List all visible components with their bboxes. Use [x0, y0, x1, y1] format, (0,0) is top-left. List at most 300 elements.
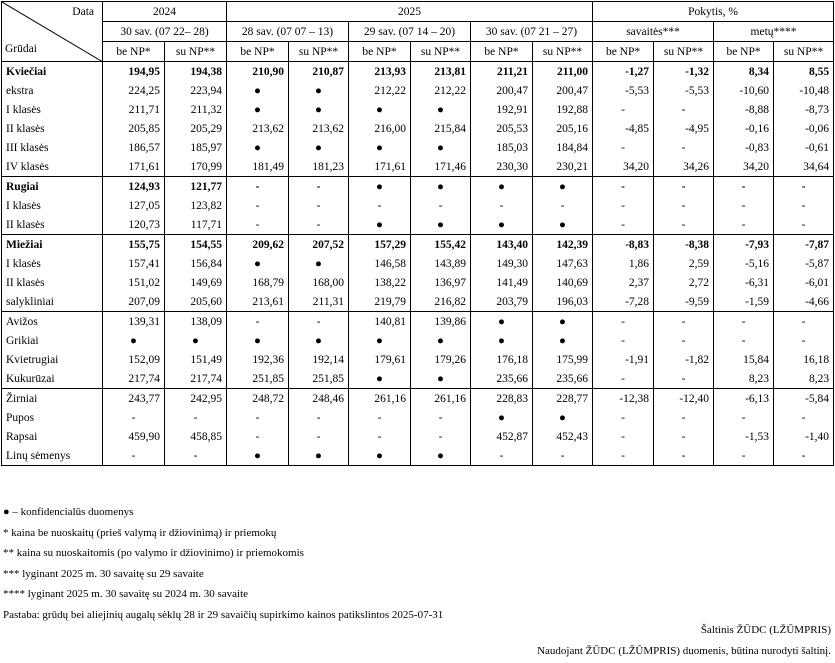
table-cell: ●	[289, 81, 349, 100]
table-cell: 8,55	[774, 62, 834, 82]
table-cell: 142,39	[533, 235, 593, 255]
table-cell: 157,29	[349, 235, 411, 255]
table-cell: 261,16	[349, 389, 411, 409]
header-corner	[2, 2, 103, 62]
row-label: Miežiai	[2, 235, 103, 255]
table-cell: 235,66	[471, 369, 533, 389]
row-label: Kukurūzai	[2, 369, 103, 389]
table-cell: -	[654, 312, 714, 332]
table-cell: -	[593, 408, 654, 427]
row-label: II klasės	[2, 215, 103, 235]
table-cell: -	[593, 177, 654, 197]
table-cell: -1,59	[714, 292, 774, 312]
price-column-header: su NP**	[533, 42, 593, 62]
table-cell: 235,66	[533, 369, 593, 389]
table-cell: 181,23	[289, 157, 349, 177]
table-cell: 213,62	[289, 119, 349, 138]
table-cell: 168,00	[289, 273, 349, 292]
table-cell: -	[593, 138, 654, 157]
table-cell: 203,79	[471, 292, 533, 312]
table-cell: 156,84	[165, 254, 227, 273]
table-cell: 171,61	[103, 157, 165, 177]
table-cell: 143,89	[411, 254, 471, 273]
table-cell: -	[714, 331, 774, 350]
table-cell: ●	[411, 100, 471, 119]
table-cell: -9,59	[654, 292, 714, 312]
table-cell: -	[227, 196, 289, 215]
table-cell: -1,40	[774, 427, 834, 446]
table-cell: 219,79	[349, 292, 411, 312]
table-row	[2, 138, 834, 157]
table-cell: ●	[227, 331, 289, 350]
table-cell: -	[349, 427, 411, 446]
table-cell: 175,99	[533, 350, 593, 369]
table-cell: 242,95	[165, 389, 227, 409]
table-row	[2, 235, 834, 255]
table-cell: -	[289, 427, 349, 446]
table-cell: -	[165, 408, 227, 427]
table-cell: 211,21	[471, 62, 533, 82]
table-cell: 154,55	[165, 235, 227, 255]
table-cell: -	[411, 427, 471, 446]
table-cell: -	[349, 408, 411, 427]
table-cell: -	[289, 177, 349, 197]
table-cell: 211,31	[289, 292, 349, 312]
table-cell: 127,05	[103, 196, 165, 215]
table-cell: 141,49	[471, 273, 533, 292]
table-cell: 171,61	[349, 157, 411, 177]
table-cell: -	[411, 196, 471, 215]
table-cell: -	[654, 369, 714, 389]
table-row	[2, 292, 834, 312]
table-cell: 157,41	[103, 254, 165, 273]
table-cell: -	[593, 331, 654, 350]
table-cell: ●	[411, 177, 471, 197]
table-cell: 170,99	[165, 157, 227, 177]
table-cell: ●	[533, 215, 593, 235]
table-cell: 205,53	[471, 119, 533, 138]
price-column-header: su NP**	[289, 42, 349, 62]
table-cell: 205,85	[103, 119, 165, 138]
row-label: Avižos	[2, 312, 103, 332]
price-column-header: be NP*	[471, 42, 533, 62]
table-cell: -	[227, 427, 289, 446]
footnotes	[3, 502, 443, 625]
table-cell: 151,49	[165, 350, 227, 369]
table-cell: -6,31	[714, 273, 774, 292]
table-cell: 230,30	[471, 157, 533, 177]
row-label: Rapsai	[2, 427, 103, 446]
table-cell: ●	[349, 100, 411, 119]
table-cell: 176,18	[471, 350, 533, 369]
table-cell: 213,93	[349, 62, 411, 82]
row-label: I klasės	[2, 100, 103, 119]
table-cell: 121,77	[165, 177, 227, 197]
table-cell: ●	[411, 138, 471, 157]
year-2025-header: 2025	[227, 2, 593, 22]
week-header: 28 sav. (07 07 – 13)	[227, 22, 349, 42]
table-cell: 123,82	[165, 196, 227, 215]
table-cell: -	[593, 427, 654, 446]
price-column-header: be NP*	[227, 42, 289, 62]
price-table	[1, 1, 834, 466]
table-cell: 458,85	[165, 427, 227, 446]
table-cell: 200,47	[471, 81, 533, 100]
row-label: I klasės	[2, 196, 103, 215]
table-cell: 138,09	[165, 312, 227, 332]
table-row	[2, 446, 834, 466]
week-header: 30 sav. (07 21 – 27)	[471, 22, 593, 42]
table-cell: 140,81	[349, 312, 411, 332]
table-cell: 147,63	[533, 254, 593, 273]
table-cell: -	[471, 446, 533, 466]
table-cell: -4,95	[654, 119, 714, 138]
table-cell: -5,53	[654, 81, 714, 100]
table-cell: 149,30	[471, 254, 533, 273]
table-cell: -4,66	[774, 292, 834, 312]
table-cell: 194,95	[103, 62, 165, 82]
table-cell: 34,26	[654, 157, 714, 177]
table-cell: -1,32	[654, 62, 714, 82]
table-row	[2, 408, 834, 427]
table-cell: -	[593, 312, 654, 332]
table-cell: 228,77	[533, 389, 593, 409]
table-cell: ●	[227, 254, 289, 273]
table-cell: 216,00	[349, 119, 411, 138]
table-cell: -	[714, 312, 774, 332]
table-cell: -	[774, 177, 834, 197]
table-cell: -	[774, 196, 834, 215]
table-cell: -7,87	[774, 235, 834, 255]
table-cell: -8,73	[774, 100, 834, 119]
table-cell: 212,22	[411, 81, 471, 100]
table-cell: 223,94	[165, 81, 227, 100]
table-cell: 179,61	[349, 350, 411, 369]
table-cell: -6,13	[714, 389, 774, 409]
table-cell: 210,87	[289, 62, 349, 82]
table-row	[2, 350, 834, 369]
table-cell: 211,32	[165, 100, 227, 119]
price-column-header: su NP**	[774, 42, 834, 62]
table-cell: -5,16	[714, 254, 774, 273]
table-cell: -	[103, 446, 165, 466]
table-cell: 205,29	[165, 119, 227, 138]
row-label: Kvietrugiai	[2, 350, 103, 369]
table-cell: -	[165, 446, 227, 466]
table-cell: -	[774, 312, 834, 332]
table-cell: ●	[289, 138, 349, 157]
table-cell: 185,97	[165, 138, 227, 157]
source-label: Šaltinis ŽŪDC (LŽŪMPRIS)	[700, 624, 831, 636]
table-cell: 213,81	[411, 62, 471, 82]
table-cell: -	[654, 408, 714, 427]
row-label: Pupos	[2, 408, 103, 427]
week-header: 29 sav. (07 14 – 20)	[349, 22, 471, 42]
table-cell: 213,62	[227, 119, 289, 138]
table-cell: 149,69	[165, 273, 227, 292]
table-cell: -	[714, 408, 774, 427]
table-cell: ●	[289, 446, 349, 466]
table-cell: -	[593, 446, 654, 466]
table-cell: -10,60	[714, 81, 774, 100]
table-cell: -0,61	[774, 138, 834, 157]
table-cell: -	[103, 408, 165, 427]
table-cell: 34,20	[593, 157, 654, 177]
table-cell: ●	[411, 215, 471, 235]
table-cell: -	[289, 196, 349, 215]
table-cell: 155,75	[103, 235, 165, 255]
table-cell: 139,86	[411, 312, 471, 332]
table-cell: -5,84	[774, 389, 834, 409]
table-row	[2, 389, 834, 409]
table-cell: 243,77	[103, 389, 165, 409]
table-cell: -	[654, 177, 714, 197]
table-cell: -1,82	[654, 350, 714, 369]
table-cell: -8,38	[654, 235, 714, 255]
week-header: 30 sav. (07 22– 28)	[103, 22, 227, 42]
row-label: Grikiai	[2, 331, 103, 350]
table-cell: 181,49	[227, 157, 289, 177]
table-cell: 251,85	[227, 369, 289, 389]
row-label: II klasės	[2, 273, 103, 292]
table-cell: 248,46	[289, 389, 349, 409]
footnote-line: Pastaba: grūdų bei aliejinių augalų sėklų 28 ir 29 savaičių supirkimo kainos patikslintos 2025-07-31	[3, 608, 444, 621]
table-row	[2, 273, 834, 292]
table-cell: 155,42	[411, 235, 471, 255]
table-row	[2, 331, 834, 350]
table-cell: -	[533, 196, 593, 215]
table-cell: 140,69	[533, 273, 593, 292]
table-row	[2, 196, 834, 215]
table-cell: -7,93	[714, 235, 774, 255]
table-cell: 192,88	[533, 100, 593, 119]
table-cell: -	[349, 196, 411, 215]
table-cell: -	[714, 446, 774, 466]
table-cell: -	[654, 196, 714, 215]
price-column-header: su NP**	[654, 42, 714, 62]
table-cell: 179,26	[411, 350, 471, 369]
table-cell: -1,91	[593, 350, 654, 369]
table-cell: 452,43	[533, 427, 593, 446]
table-cell: 217,74	[103, 369, 165, 389]
table-cell: ●	[289, 254, 349, 273]
table-cell: ●	[227, 81, 289, 100]
table-cell: -0,83	[714, 138, 774, 157]
row-label: Kviečiai	[2, 62, 103, 82]
table-cell: -	[714, 196, 774, 215]
row-label: Žirniai	[2, 389, 103, 409]
table-cell: 192,36	[227, 350, 289, 369]
table-cell: -	[654, 446, 714, 466]
table-cell: ●	[471, 177, 533, 197]
table-row	[2, 369, 834, 389]
table-cell: 117,71	[165, 215, 227, 235]
table-cell: ●	[349, 215, 411, 235]
table-cell: -10,48	[774, 81, 834, 100]
corner-date-label: Data	[72, 6, 94, 18]
table-row	[2, 62, 834, 82]
table-cell: 196,03	[533, 292, 593, 312]
table-cell: 205,16	[533, 119, 593, 138]
table-cell: 209,62	[227, 235, 289, 255]
table-cell: 34,20	[714, 157, 774, 177]
change-header: Pokytis, %	[593, 2, 834, 22]
table-row	[2, 312, 834, 332]
weekly-change-header: savaitės***	[593, 22, 714, 42]
table-cell: 459,90	[103, 427, 165, 446]
price-column-header: be NP*	[714, 42, 774, 62]
table-cell: ●	[349, 331, 411, 350]
footnote-line: *** lyginant 2025 m. 30 savaitę su 29 savaite	[3, 567, 204, 580]
table-row	[2, 177, 834, 197]
table-row	[2, 427, 834, 446]
table-cell: -	[593, 100, 654, 119]
table-cell: 192,91	[471, 100, 533, 119]
table-cell: -1,53	[714, 427, 774, 446]
table-cell: -	[227, 408, 289, 427]
table-cell: -	[227, 312, 289, 332]
table-cell: 120,73	[103, 215, 165, 235]
table-cell: ●	[533, 312, 593, 332]
table-cell: ●	[349, 446, 411, 466]
row-label: salykliniai	[2, 292, 103, 312]
table-cell: 452,87	[471, 427, 533, 446]
table-cell: -	[774, 408, 834, 427]
table-cell: -7,28	[593, 292, 654, 312]
table-cell: 34,64	[774, 157, 834, 177]
table-row	[2, 254, 834, 273]
row-label: IV klasės	[2, 157, 103, 177]
price-column-header: su NP**	[411, 42, 471, 62]
table-cell: -1,27	[593, 62, 654, 82]
table-cell: 205,60	[165, 292, 227, 312]
table-cell: -	[411, 408, 471, 427]
table-cell: -	[654, 427, 714, 446]
table-cell: -0,06	[774, 119, 834, 138]
table-cell: 207,09	[103, 292, 165, 312]
table-cell: -	[654, 215, 714, 235]
table-cell: ●	[471, 215, 533, 235]
table-cell: -	[593, 369, 654, 389]
table-cell: -	[289, 408, 349, 427]
table-cell: -0,16	[714, 119, 774, 138]
table-cell: ●	[227, 138, 289, 157]
table-cell: 192,14	[289, 350, 349, 369]
table-cell: -	[593, 196, 654, 215]
table-cell: 2,37	[593, 273, 654, 292]
table-cell: 210,90	[227, 62, 289, 82]
yearly-change-header: metų****	[714, 22, 834, 42]
table-cell: ●	[103, 331, 165, 350]
row-label: ekstra	[2, 81, 103, 100]
table-row	[2, 81, 834, 100]
table-cell: -8,83	[593, 235, 654, 255]
table-cell: 228,83	[471, 389, 533, 409]
price-column-header: be NP*	[593, 42, 654, 62]
table-cell: ●	[349, 138, 411, 157]
table-cell: 200,47	[533, 81, 593, 100]
table-cell: 248,72	[227, 389, 289, 409]
table-cell: 143,40	[471, 235, 533, 255]
table-row	[2, 119, 834, 138]
row-label: Rugiai	[2, 177, 103, 197]
table-cell: 146,58	[349, 254, 411, 273]
table-cell: 15,84	[714, 350, 774, 369]
table-cell: 217,74	[165, 369, 227, 389]
table-cell: 216,82	[411, 292, 471, 312]
table-cell: 212,22	[349, 81, 411, 100]
table-cell: 171,46	[411, 157, 471, 177]
table-cell: -	[654, 100, 714, 119]
table-cell: ●	[533, 408, 593, 427]
table-cell: -	[289, 312, 349, 332]
table-cell: 152,09	[103, 350, 165, 369]
table-cell: 184,84	[533, 138, 593, 157]
table-cell: -	[227, 177, 289, 197]
table-cell: 2,59	[654, 254, 714, 273]
table-cell: ●	[349, 369, 411, 389]
table-cell: -5,87	[774, 254, 834, 273]
footnote-line: ** kaina su nuoskaitomis (po valymo ir džiovinimo) ir priemokomis	[3, 547, 304, 559]
table-cell: 211,00	[533, 62, 593, 82]
year-2024-header: 2024	[103, 2, 227, 22]
row-label: III klasės	[2, 138, 103, 157]
table-cell: 186,57	[103, 138, 165, 157]
corner-grain-label: Grūdai	[5, 43, 37, 55]
table-cell: 185,03	[471, 138, 533, 157]
table-cell: ●	[289, 100, 349, 119]
table-cell: -	[593, 215, 654, 235]
table-cell: -4,85	[593, 119, 654, 138]
row-label: I klasės	[2, 254, 103, 273]
table-cell: ●	[471, 331, 533, 350]
table-cell: -12,40	[654, 389, 714, 409]
table-cell: 124,93	[103, 177, 165, 197]
footnote-line: ● – konfidencialūs duomenys	[3, 506, 134, 518]
table-cell: ●	[533, 331, 593, 350]
table-cell: -	[654, 331, 714, 350]
table-cell: 261,16	[411, 389, 471, 409]
row-label: Linų sėmenys	[2, 446, 103, 466]
table-cell: -8,88	[714, 100, 774, 119]
table-cell: ●	[411, 369, 471, 389]
table-cell: ●	[289, 331, 349, 350]
table-cell: ●	[165, 331, 227, 350]
table-cell: ●	[227, 446, 289, 466]
table-cell: -	[227, 215, 289, 235]
table-cell: 136,97	[411, 273, 471, 292]
table-cell: 2,72	[654, 273, 714, 292]
table-cell: 207,52	[289, 235, 349, 255]
table-cell: -	[471, 196, 533, 215]
footnote-line: * kaina be nuoskaitų (prieš valymą ir džiovinimą) ir priemokų	[3, 526, 277, 539]
table-cell: -	[714, 215, 774, 235]
table-cell: -12,38	[593, 389, 654, 409]
table-cell: 211,71	[103, 100, 165, 119]
row-label: II klasės	[2, 119, 103, 138]
price-column-header: su NP**	[165, 42, 227, 62]
table-cell: ●	[349, 177, 411, 197]
table-cell: 8,34	[714, 62, 774, 82]
footnote-line: **** lyginant 2025 m. 30 savaitę su 2024 m. 30 savaite	[3, 588, 249, 600]
table-cell: ●	[471, 408, 533, 427]
table-cell: 16,18	[774, 350, 834, 369]
table-cell: ●	[471, 312, 533, 332]
table-cell: 224,25	[103, 81, 165, 100]
table-row	[2, 215, 834, 235]
table-cell: ●	[227, 100, 289, 119]
table-cell: 230,21	[533, 157, 593, 177]
